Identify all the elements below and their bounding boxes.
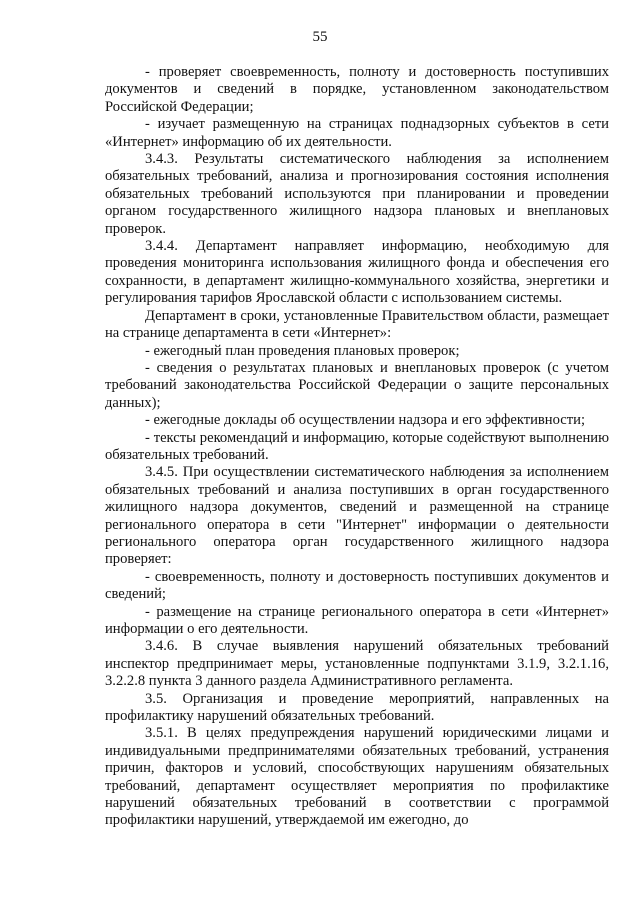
paragraph-department-publishes: Департамент в сроки, установленные Правительством области, размещает на странице департамента в сети «Интернет»: — [105, 307, 609, 342]
paragraph-bullet-annual-reports: - ежегодные доклады об осуществлении надзора и его эффективности; — [145, 412, 585, 429]
paragraph-bullet-inspection-results: - сведения о результатах плановых и внеплановых проверок (с учетом требований законодательства Российской Федерации о защите персональных данных); — [105, 359, 609, 411]
paragraph-bullet-recommendations: - тексты рекомендаций и информацию, которые содействуют выполнению обязательных требований. — [105, 429, 609, 463]
paragraph-3-4-3: 3.4.3. Результаты систематического наблюдения за исполнением обязательных требований, анализа и прогнозирования состояния исполнения обязательных требований используются при планировании и проведении органом государственного жилищного надзора плановых и внеплановых проверок. — [105, 151, 609, 237]
page-number: 55 — [312, 29, 328, 45]
paragraph-bullet-operator-info: - размещение на странице регионального оператора в сети «Интернет» информации о его деятельности. — [105, 603, 609, 637]
paragraph-bullet-check-documents: - проверяет своевременность, полноту и достоверность поступивших документов и сведений в порядке, установленном законодательством Российской Федерации; — [105, 64, 609, 115]
paragraph-3-4-4: 3.4.4. Департамент направляет информацию, необходимую для проведения мониторинга использования жилищного фонда и обеспечения его сохранности, в департамент жилищно-коммунального хозяйства, энергетики и регулирования тарифов Ярославской области с использованием системы. — [105, 238, 609, 307]
document-body — [105, 64, 609, 830]
paragraph-bullet-study-internet-info: - изучает размещенную на страницах поднадзорных субъектов в сети «Интернет» информацию об их деятельности. — [105, 116, 609, 150]
paragraph-3-5-1: 3.5.1. В целях предупреждения нарушений юридическими лицами и индивидуальными предпринимателями обязательных требований, устранения причин, факторов и условий, способствующих нарушениям обязательных требований, департамент осуществляет мероприятия по профилактике нарушений обязательных требований в соответствии с программой профилактики нарушений, утверждаемой им ежегодно, до — [105, 725, 609, 829]
paragraph-3-4-6: 3.4.6. В случае выявления нарушений обязательных требований инспектор предпринимает меры, установленные подпунктами 3.1.9, 3.2.1.16, 3.2.2.8 пункта 3 данного раздела Административного регламента. — [105, 638, 609, 690]
paragraph-3-5: 3.5. Организация и проведение мероприятий, направленных на профилактику нарушений обязательных требований. — [105, 690, 609, 725]
paragraph-3-4-5: 3.4.5. При осуществлении систематического наблюдения за исполнением обязательных требований и анализа поступивших в орган государственного жилищного надзора документов, сведений и размещенной на странице регионального оператора в сети "Интернет" информации о деятельности регионального оператора орган государственного жилищного надзора проверяет: — [105, 464, 609, 568]
paragraph-bullet-annual-plan: - ежегодный план проведения плановых проверок; — [145, 342, 460, 359]
paragraph-bullet-timeliness: - своевременность, полноту и достоверность поступивших документов и сведений; — [105, 568, 609, 603]
